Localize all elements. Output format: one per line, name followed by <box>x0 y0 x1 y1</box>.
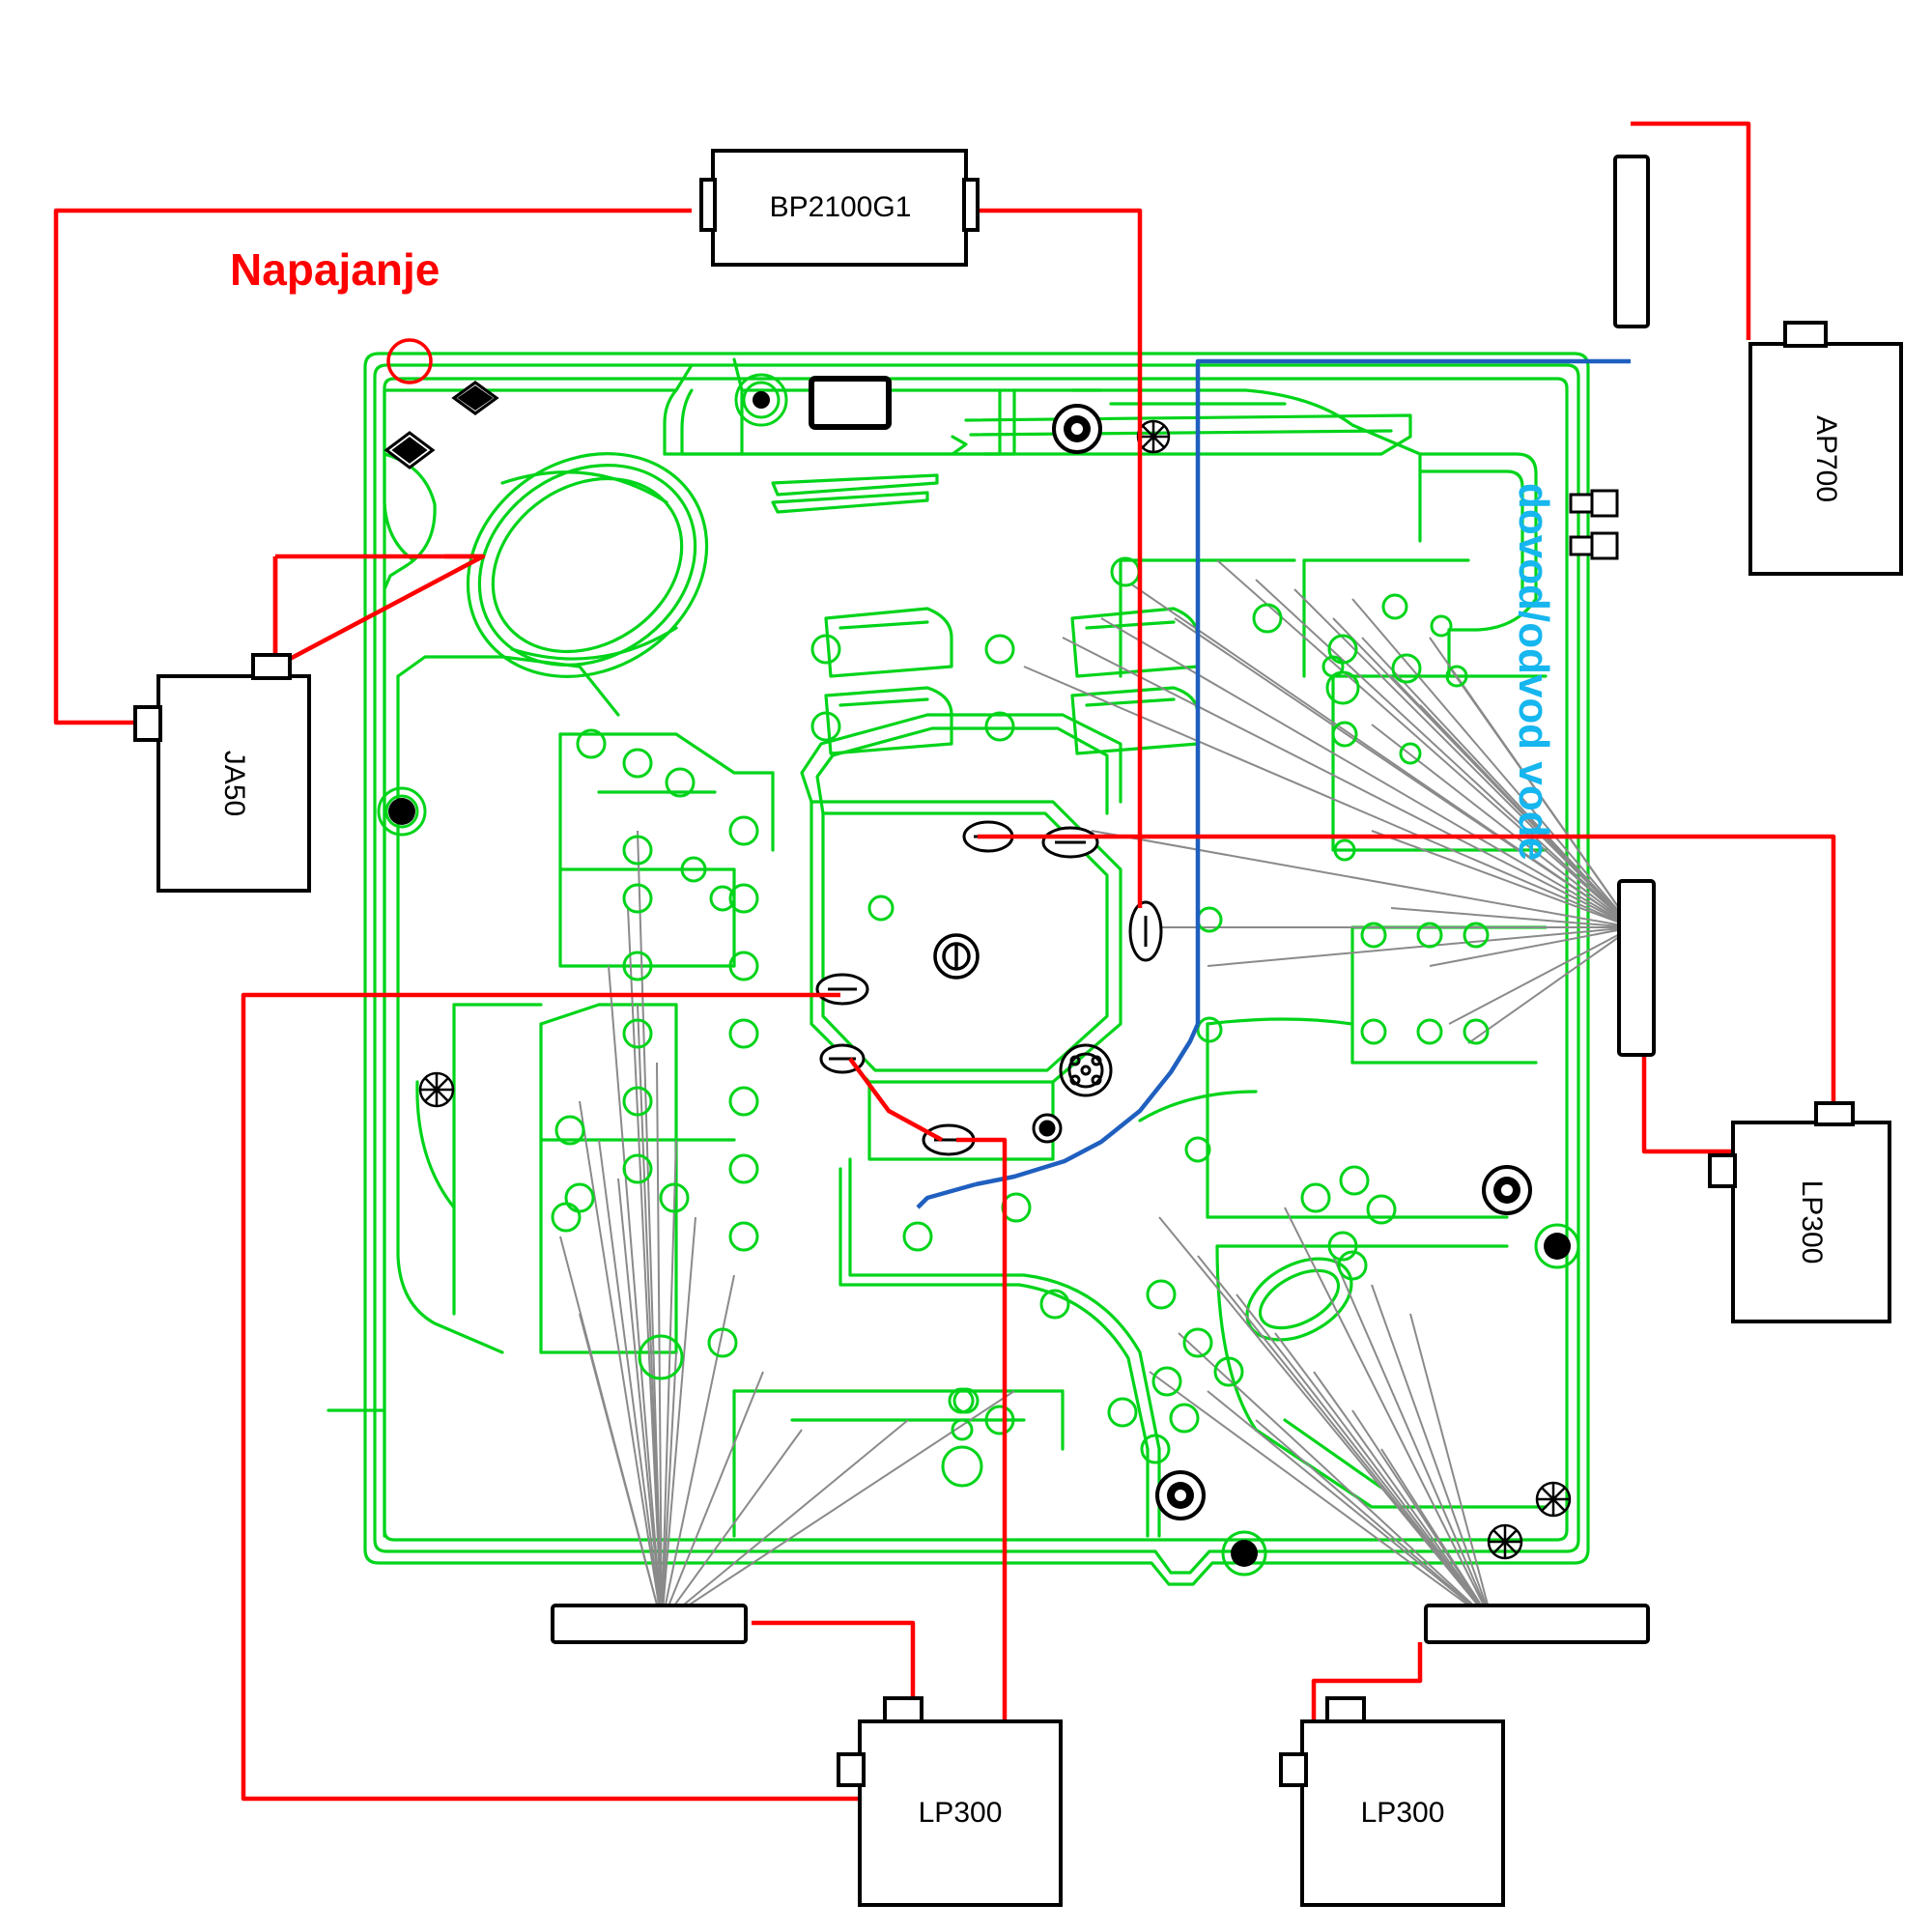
air-control-1 <box>454 383 497 413</box>
star-fitting-4 <box>1489 1525 1521 1558</box>
red-circle-marker <box>388 340 431 383</box>
illuminator-bottom-right <box>1426 1605 1648 1642</box>
lp300-bottom-right-left-terminal <box>1281 1754 1306 1785</box>
star-fitting-3 <box>1537 1483 1570 1516</box>
ap700-label: AP700 <box>1810 414 1842 503</box>
illuminator-bottom-left <box>553 1605 746 1642</box>
controller-left-terminal <box>701 180 715 230</box>
topside-control-panel <box>811 379 889 427</box>
ja50-top-terminal <box>253 655 290 678</box>
jet-rosette-1 <box>1054 406 1100 452</box>
star-fitting-2 <box>420 1073 453 1106</box>
lp300-bottom-left-left-terminal <box>838 1754 864 1785</box>
lp300-bottom-right-top-terminal <box>1327 1698 1364 1721</box>
controller-right-terminal <box>964 180 978 230</box>
power-annotation-label: Napajanje <box>230 244 440 295</box>
air-control-2 <box>386 433 433 468</box>
lp300-bottom-left-label: LP300 <box>918 1797 1003 1829</box>
illuminator-right <box>1619 881 1654 1055</box>
jet-rosette-2 <box>1484 1167 1530 1213</box>
water-annotation-label: dovod/odvod vode <box>1510 483 1557 862</box>
jet-rosette-3 <box>1157 1472 1204 1519</box>
lp300-right-label: LP300 <box>1796 1179 1828 1264</box>
ja50-left-terminal <box>135 707 160 740</box>
ap700-top-terminal <box>1785 323 1826 346</box>
star-fitting-1 <box>1138 421 1169 452</box>
multi-port-fitting <box>1061 1045 1111 1095</box>
water-manifold-top-right <box>1615 156 1648 327</box>
filter-fitting <box>935 935 978 978</box>
lp300-right-top-terminal <box>1816 1103 1853 1124</box>
lp300-bottom-right-label: LP300 <box>1360 1797 1445 1829</box>
small-rosette <box>1034 1115 1061 1142</box>
lp300-right-left-terminal <box>1710 1155 1735 1186</box>
controller-label: BP2100G1 <box>769 191 912 223</box>
ja50-label: JA50 <box>218 750 250 817</box>
lp300-bottom-left-top-terminal <box>885 1698 922 1721</box>
